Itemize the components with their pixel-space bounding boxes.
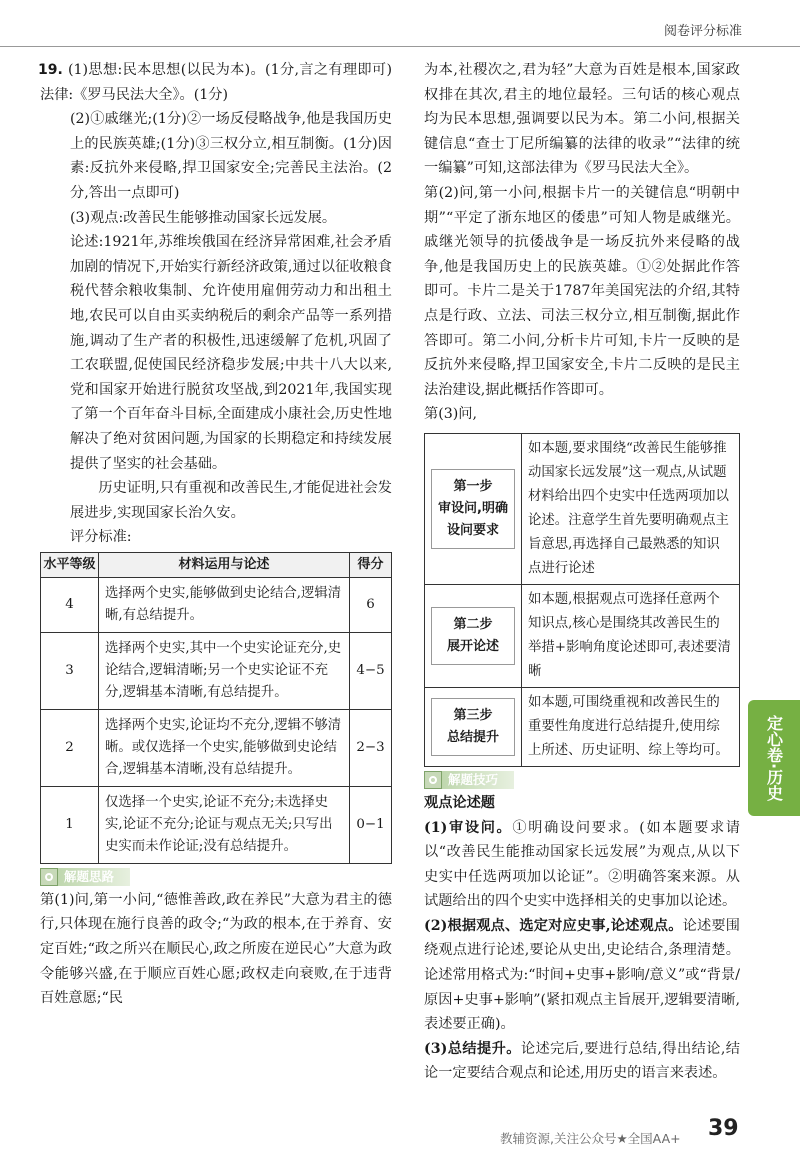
skill-item-3-text: 论述完后,要进行总结,得出结论,结论一定要结合观点和论述,用历史的语言来表述。 <box>424 1040 740 1082</box>
row-description: 选择两个史实,其中一个史实论证充分,史论结合,逻辑清晰;另一个史实论证不充分,逻辑基本清晰,有总结提升。 <box>99 632 350 709</box>
page-number: 39 <box>708 1116 739 1141</box>
key-icon <box>424 771 442 789</box>
answer-part2: (2)①戚继光;(1分)②一场反侵略战争,他是我国历史上的民族英雄;(1分)③三权分立,相互制衡。(1分)因素:反抗外来侵略,捍卫国家安全;完善民主法治。(2分,答出一点即可) <box>70 111 392 201</box>
skill-item-2-text: 论述要围绕观点进行论述,要论从史出,史论结合,条理清楚。论述常用格式为:“时间+史事+影响/意义”或“背景/原因+史事+影响”(紧扣观点主旨展开,逻辑要清晰,表述要正确)。 <box>424 917 740 1033</box>
step-title: 第二步 <box>453 616 493 632</box>
skill-item-3 <box>424 1037 740 1086</box>
header-divider <box>0 46 800 47</box>
step-name <box>425 687 522 766</box>
row-score: 2−3 <box>350 709 392 786</box>
solution-idea-label: 解题思路 <box>58 868 130 886</box>
answer-part3-conclusion: 历史证明,只有重视和改善民生,才能促进社会发展进步,实现国家长治久安。 <box>70 480 392 521</box>
row-description: 仅选择一个史实,论证不充分;未选择史实,论证不充分;论证与观点无关;只写出史实而未作论证;没有总结提升。 <box>99 786 350 863</box>
row-score: 0−1 <box>350 786 392 863</box>
table-row <box>425 584 740 687</box>
skill-item-1-title: (1)审设问。 <box>424 819 513 836</box>
row-level: 4 <box>41 577 99 632</box>
table-row <box>425 687 740 766</box>
solution-skill-label: 解题技巧 <box>442 771 514 789</box>
step-subtitle: 审设问,明确设问要求 <box>438 500 508 538</box>
left-column <box>40 58 392 1011</box>
header-level: 水平等级 <box>41 552 99 577</box>
answer-part1-text: (1)思想:民本思想(以民为本)。(1分,言之有理即可)法律:《罗马民法大全》。(1分) <box>40 62 392 103</box>
answer-part3-argument: 论述:1921年,苏维埃俄国在经济异常困难,社会矛盾加剧的情况下,开始实行新经济政策,通过以征收粮食税代替余粮收集制、允许使用雇佣劳动力和出租土地,农民可以自由买卖纳税后的剩余产品等一系列措施,调动了生产者的积极性,迅速缓解了危机,巩固了工农联盟,促使国民经济稳步发展;中共十八大以来,党和国家开始进行脱贫攻坚战,到2021年,我国实现了第一个百年奋斗目标,全面建成小康社会,历史性地解决了绝对贫困问题,为国家的长期稳定和持续发展提供了坚实的社会基础。 <box>70 234 392 472</box>
row-level: 2 <box>41 709 99 786</box>
skill-item-2-title: (2)根据观点、选定对应史事,论述观点。 <box>424 917 683 934</box>
header-description: 材料运用与论述 <box>99 552 350 577</box>
table-row <box>41 577 392 632</box>
step-title: 第三步 <box>453 707 493 723</box>
scoring-table-header <box>41 552 392 577</box>
lightbulb-icon <box>40 868 58 886</box>
step-name <box>425 433 522 584</box>
row-description: 选择两个史实,论证均不充分,逻辑不够清晰。或仅选择一个史实,能够做到史论结合,逻辑基本清晰,没有总结提升。 <box>99 709 350 786</box>
scoring-table <box>40 552 392 864</box>
row-level: 1 <box>41 786 99 863</box>
table-row <box>425 433 740 584</box>
scoring-label: 评分标准: <box>70 529 132 546</box>
answer-part3-view: (3)观点:改善民生能够推动国家长远发展。 <box>70 209 337 226</box>
step-subtitle: 展开论述 <box>446 638 499 654</box>
footer-note: 教辅资源,关注公众号★全国AA+ <box>500 1131 681 1146</box>
solution-idea-text: 第(1)问,第一小问,“德惟善政,政在养民”大意为君主的德行,只体现在施行良善的政令;“为政的根本,在于养育、安定百姓;“政之所兴在顺民心,政之所废在逆民心”大意为政令能够兴盛,在于顺应百姓心愿;政权走向衰败,在于违背百姓意愿;“民 <box>40 891 392 1007</box>
table-row <box>41 632 392 709</box>
step-name <box>425 584 522 687</box>
row-score: 6 <box>350 577 392 632</box>
step-subtitle: 总结提升 <box>446 729 499 745</box>
analysis-part2: 第(2)问,第一小问,根据卡片一的关键信息“明朝中期”“平定了浙东地区的倭患”可知人物是戚继光。戚继光领导的抗倭战争是一场反抗外来侵略的战争,他是我国历史上的民族英雄。①②处据此作答即可。卡片二是关于1787年美国宪法的介绍,其特点是行政、立法、司法三权分立,相互制衡,据此作答即可。第二小问,分析卡片可知,卡片一反映的是反抗外来侵略,捍卫国家安全,卡片二反映的是民主法治建设,据此概括作答即可。 <box>424 184 740 398</box>
subject-side-tab: 定心卷·历史 <box>748 700 800 816</box>
row-level: 3 <box>41 632 99 709</box>
right-column <box>424 58 740 1086</box>
answer-part1 <box>40 58 392 107</box>
skill-heading: 观点论述题 <box>424 794 495 811</box>
step-body: 如本题,根据观点可选择任意两个知识点,核心是围绕其改善民生的举措+影响角度论述即可,表述要清晰 <box>522 584 740 687</box>
skill-item-1-text: ①明确设问要求。(如本题要求请以“改善民生能推动国家长远发展”为观点,从以下史实中任选两项加以论证”。②明确答案来源。从试题给出的四个史实中选择相关的史事加以论述。 <box>424 819 740 910</box>
solution-idea-tag <box>40 868 392 886</box>
row-score: 4−5 <box>350 632 392 709</box>
table-row <box>41 709 392 786</box>
step-body: 如本题,可围绕重视和改善民生的重要性角度进行总结提升,使用综上所述、历史证明、综上等均可。 <box>522 687 740 766</box>
skill-item-2 <box>424 914 740 1037</box>
steps-table <box>424 433 740 767</box>
step-title: 第一步 <box>453 478 493 494</box>
page-header: 阅卷评分标准 <box>663 24 742 39</box>
step-body: 如本题,要求围绕“改善民生能够推动国家长远发展”这一观点,从试题材料给出四个史实中任选两项加以论述。注意学生首先要明确观点主旨意思,再选择自己最熟悉的知识点进行论述 <box>522 433 740 584</box>
analysis-part3: 第(3)问, <box>424 406 477 423</box>
analysis-part1: 为本,社稷次之,君为轻”大意为百姓是根本,国家政权排在其次,君主的地位最轻。三句话的核心观点均为民本思想,强调要以民为本。第二小问,根据关键信息“查士丁尼所编纂的法律的收录”“法律的统一编纂”可知,这部法律为《罗马民法大全》。 <box>424 62 740 177</box>
row-description: 选择两个史实,能够做到史论结合,逻辑清晰,有总结提升。 <box>99 577 350 632</box>
skill-item-1 <box>424 816 740 914</box>
header-score: 得分 <box>350 552 392 577</box>
skill-item-3-title: (3)总结提升。 <box>424 1040 521 1057</box>
table-row <box>41 786 392 863</box>
question-number: 19. <box>38 62 63 78</box>
solution-skill-tag <box>424 771 740 789</box>
